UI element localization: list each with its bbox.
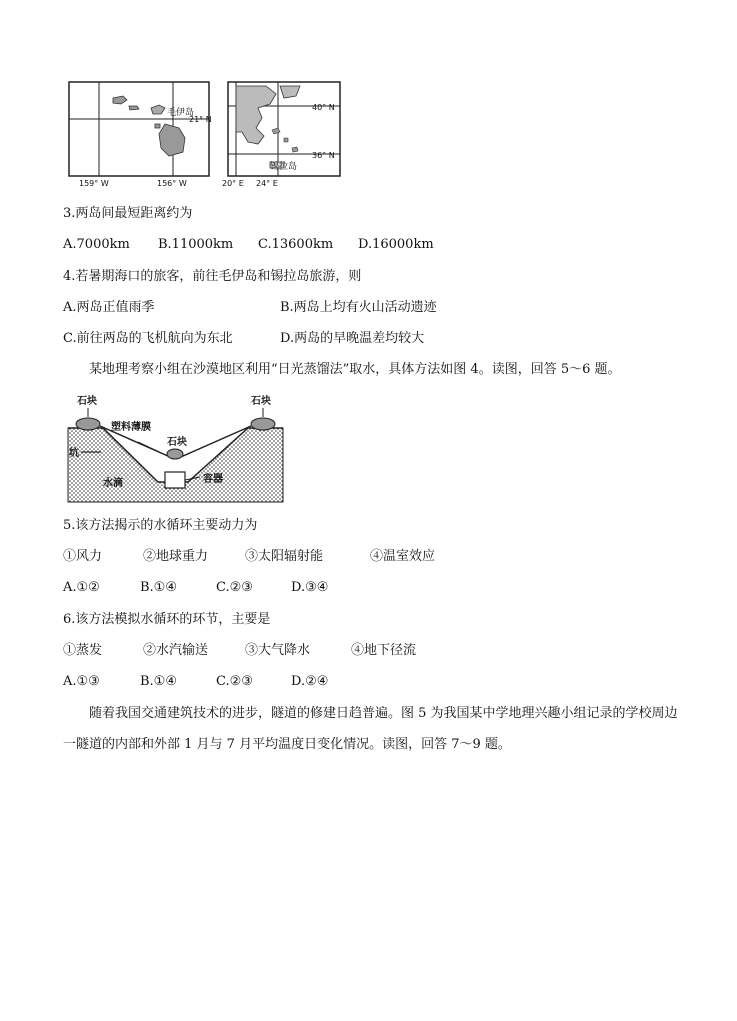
q3-options [63, 236, 434, 254]
q6-options [63, 673, 328, 691]
q5-option-b: B.①④ [140, 580, 177, 595]
label-pit: 坑 [69, 448, 79, 459]
label-plastic-film: 塑料薄膜 [111, 422, 151, 433]
lon-24e-label: 24° E [256, 179, 278, 188]
q3-option-d: D.16000km [358, 237, 434, 252]
q6-item-2: ②水汽输送 [143, 643, 209, 658]
label-container: 容器 [203, 474, 223, 485]
label-stone-center: 石块 [167, 437, 187, 448]
q5-options [63, 579, 328, 597]
q4-option-b: B.两岛上均有火山活动遗迹 [280, 300, 437, 315]
q3-option-c: C.13600km [258, 237, 334, 252]
q5-item-1: ①风力 [63, 549, 103, 564]
q3-stem: 3.两岛间最短距离约为 [63, 206, 193, 221]
santorini-map [220, 78, 350, 190]
q6-option-a: A.①③ [63, 674, 100, 689]
lon-156w-label: 156° W [157, 179, 187, 188]
q5-items [63, 548, 435, 566]
maui-island-label: 毛伊岛 [167, 108, 195, 118]
q3-option-a: A.7000km [63, 237, 130, 252]
q5-option-c: C.②③ [216, 580, 253, 595]
q4-option-c: C.前往两岛的飞机航向为东北 [63, 331, 233, 346]
q4-option-a: A.两岛正值雨季 [63, 300, 155, 315]
label-water-drop: 水滴 [103, 478, 123, 489]
intro-5-6: 某地理考察小组在沙漠地区利用“日光蒸馏法”取水，具体方法如图 4。读图，回答 5～6 题。 [89, 362, 621, 377]
q6-option-d: D.②④ [291, 674, 329, 689]
label-stone-left: 石块 [77, 396, 97, 407]
left-stone [76, 418, 100, 430]
q6-option-c: C.②③ [216, 674, 253, 689]
q6-option-b: B.①④ [140, 674, 177, 689]
lat-21n-label: 21° N [189, 115, 212, 124]
container [165, 472, 185, 488]
q4-options-row1 [63, 299, 437, 317]
q4-options-row2 [63, 330, 424, 348]
label-stone-right: 石块 [251, 396, 271, 407]
maui-map [63, 78, 223, 190]
q6-item-1: ①蒸发 [63, 643, 103, 658]
lat-40n-label: 40° N [312, 103, 335, 112]
right-stone [251, 418, 275, 430]
figure-4-solar-still [63, 390, 288, 505]
santorini-island-label: 锡拉岛 [270, 162, 298, 172]
q4-stem: 4.若暑期海口的旅客，前往毛伊岛和锡拉岛旅游，则 [63, 269, 362, 284]
intro-7-9: 随着我国交通建筑技术的进步，隧道的修建日趋普遍。图 5 为我国某中学地理兴趣小组记录的学校周边一隧道的内部和外部 1 月与 7 月平均温度日变化情况。读图，回答 7～9 题。 [63, 706, 678, 752]
q4-option-d: D.两岛的早晚温差均较大 [280, 331, 425, 346]
q5-option-a: A.①② [63, 580, 100, 595]
q6-items [63, 642, 416, 660]
q5-item-2: ②地球重力 [143, 549, 209, 564]
q5-item-3: ③太阳辐射能 [245, 549, 324, 564]
q5-option-d: D.③④ [291, 580, 329, 595]
lon-20e-label: 20° E [222, 179, 244, 188]
lat-36n-label: 36° N [312, 151, 335, 160]
center-stone [167, 449, 183, 459]
lon-159w-label: 159° W [79, 179, 109, 188]
q5-item-4: ④温室效应 [370, 549, 436, 564]
q5-stem: 5.该方法揭示的水循环主要动力为 [63, 518, 258, 533]
q3-option-b: B.11000km [158, 237, 234, 252]
q6-stem: 6.该方法模拟水循环的环节，主要是 [63, 612, 271, 627]
q6-item-3: ③大气降水 [245, 643, 311, 658]
q6-item-4: ④地下径流 [351, 643, 417, 658]
